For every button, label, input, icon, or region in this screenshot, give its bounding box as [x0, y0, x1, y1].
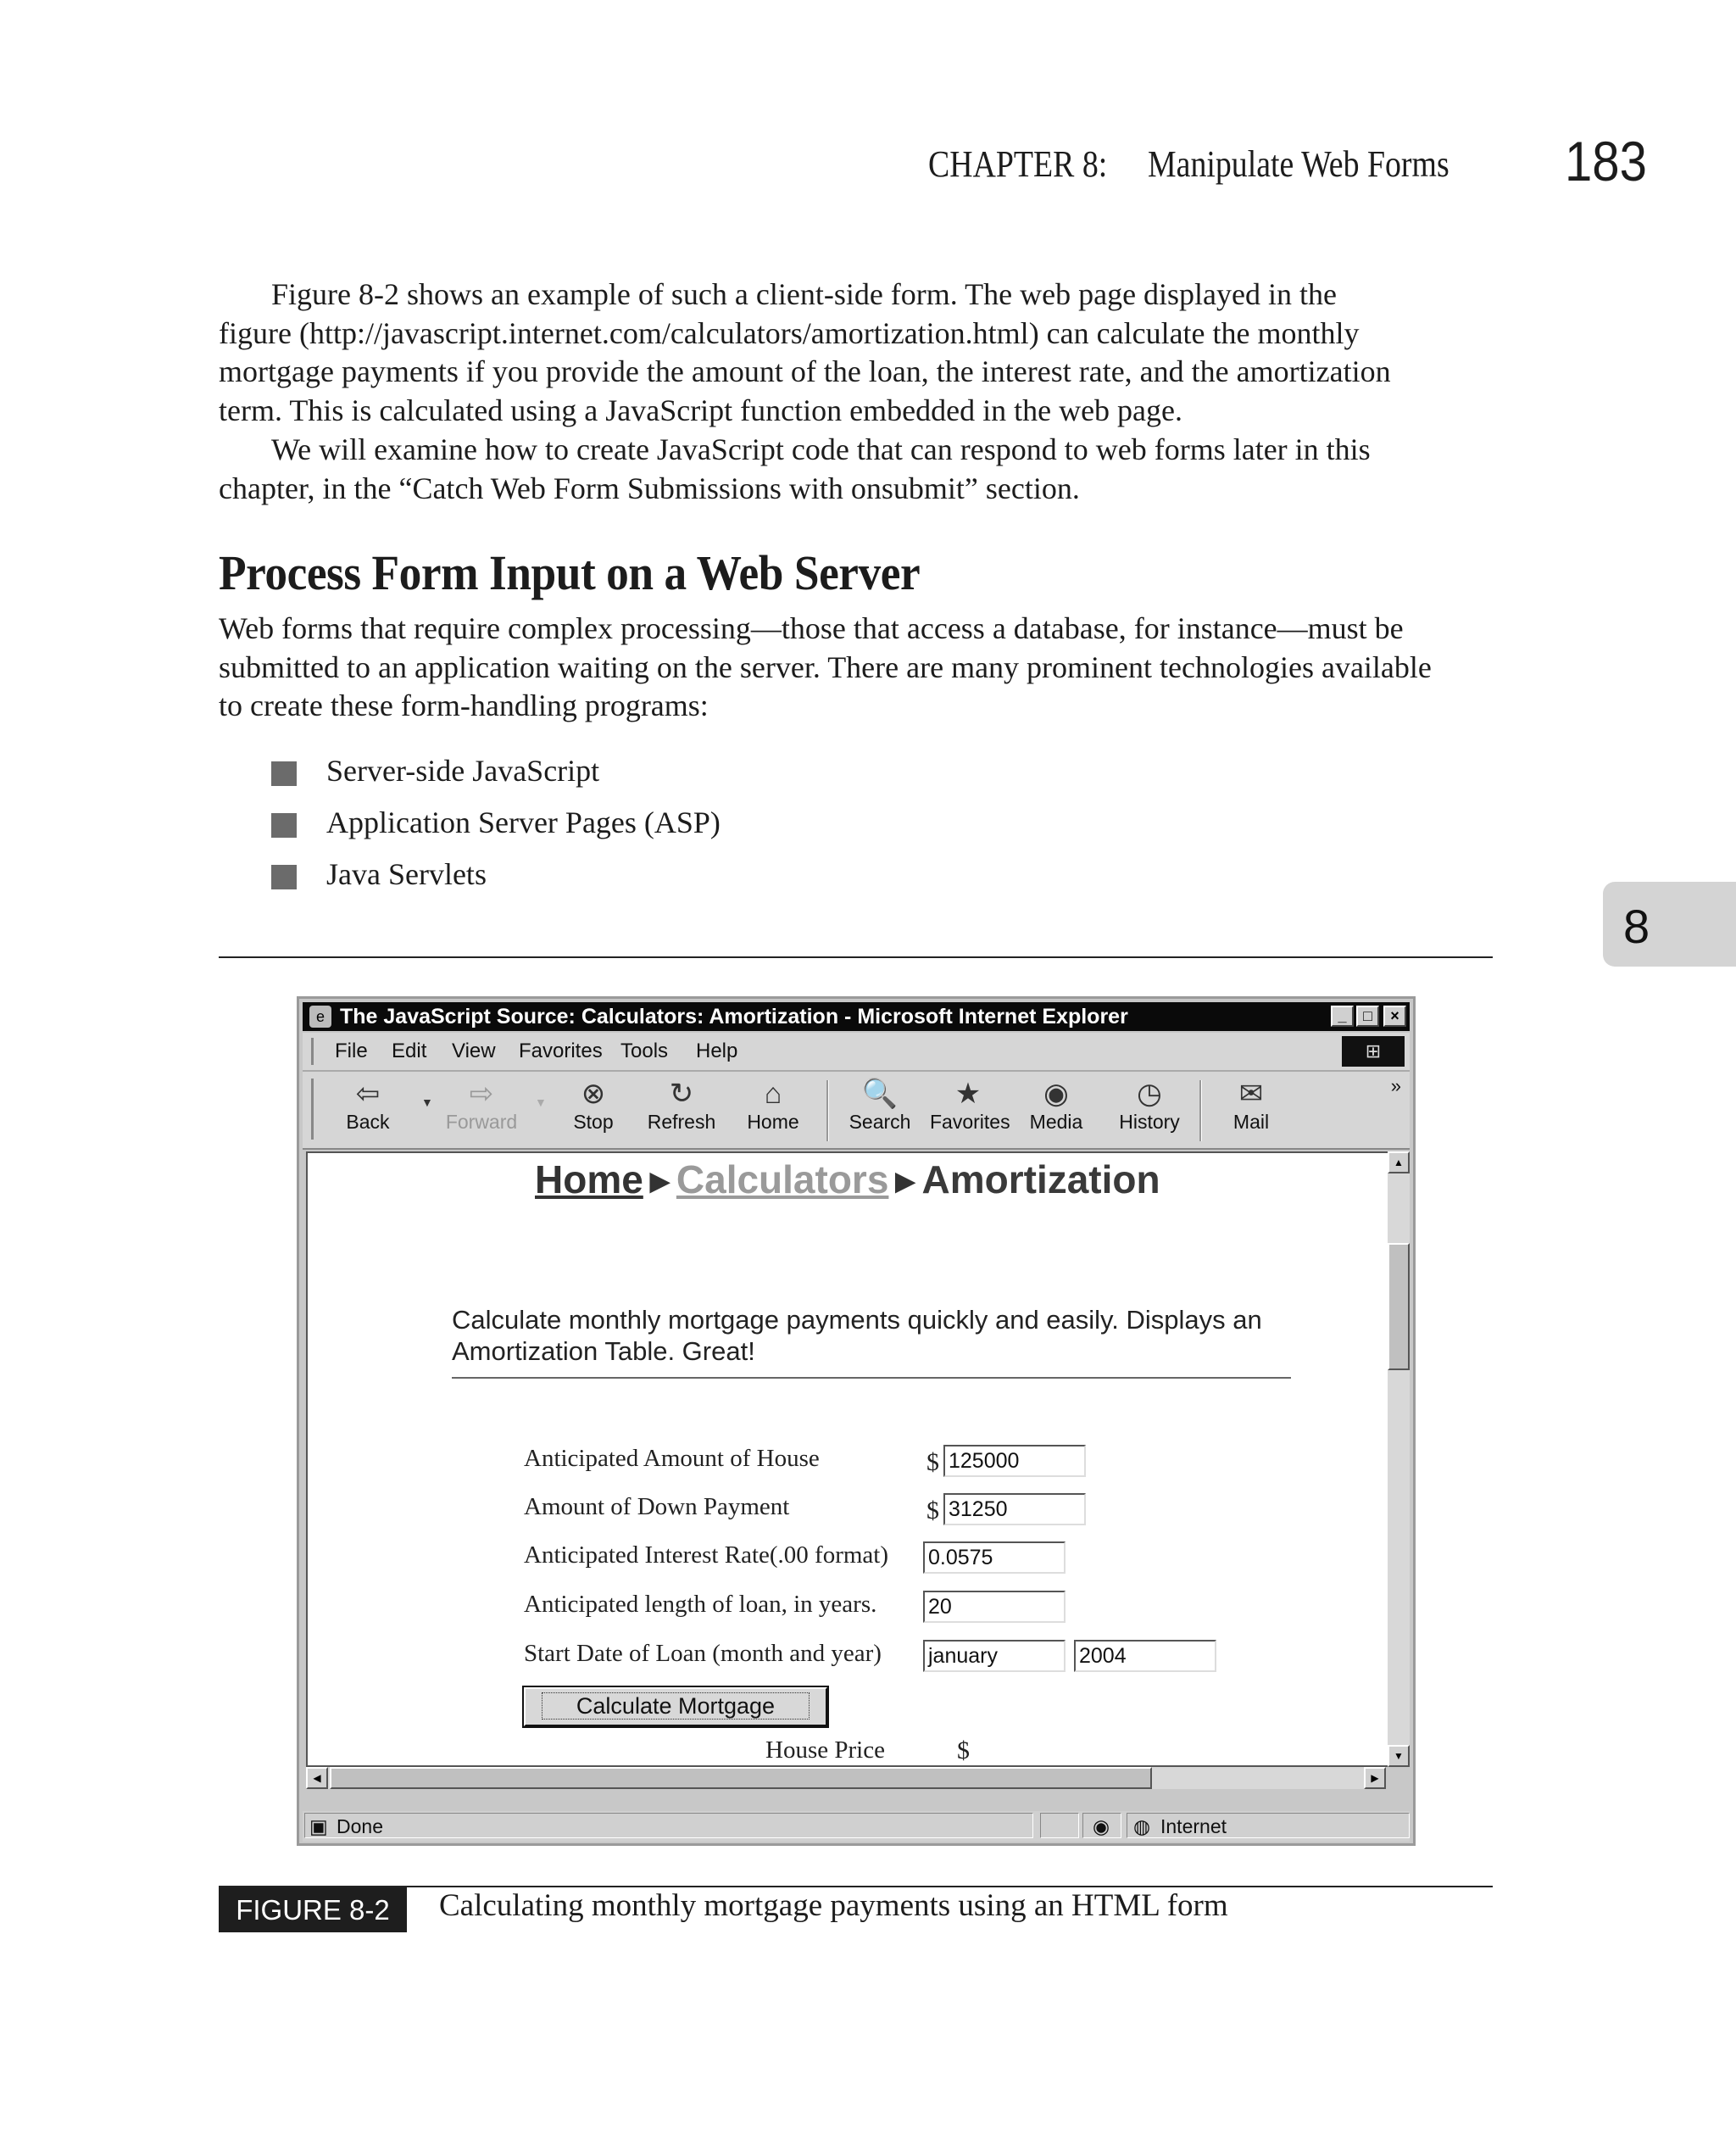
calculate-mortgage-button[interactable]	[524, 1687, 827, 1726]
back-arrow-icon: ⇦	[355, 1078, 381, 1110]
start-month-input[interactable]: january	[923, 1640, 1066, 1672]
text-line: figure (http://javascript.internet.com/calculators/amortization.html) can calculate the monthly	[219, 315, 1360, 350]
text-line: chapter, in the “Catch Web Form Submissions with onsubmit” section.	[219, 471, 1080, 505]
house-amount-label: Anticipated Amount of House	[524, 1445, 820, 1472]
vertical-scroll-thumb[interactable]	[1388, 1243, 1410, 1370]
status-bar	[303, 1811, 1410, 1842]
paragraph-figure-intro	[219, 276, 1490, 430]
text-line: We will examine how to create JavaScript code that can respond to web forms later in this	[271, 432, 1371, 466]
menu-favorites[interactable]: Favorites	[519, 1040, 603, 1062]
list-item-text: Java Servlets	[326, 857, 487, 891]
forward-arrow-icon: ⇨	[469, 1078, 494, 1110]
bullet-square-icon	[271, 865, 297, 889]
history-icon: ◷	[1137, 1078, 1162, 1110]
horizontal-scrollbar[interactable]	[306, 1767, 1386, 1789]
list-item-text: Application Server Pages (ASP)	[326, 805, 721, 839]
loan-length-input[interactable]: 20	[923, 1591, 1066, 1623]
start-year-input[interactable]: 2004	[1074, 1640, 1216, 1672]
running-header-chapter: CHAPTER 8:	[928, 143, 1108, 185]
status-text-cell	[304, 1813, 1033, 1838]
chapter-tab-number: 8	[1623, 900, 1650, 953]
breadcrumb	[535, 1157, 1160, 1202]
stop-icon: ⊗	[581, 1078, 606, 1110]
text-line: to create these form-handling programs:	[219, 688, 709, 723]
paragraph-examine	[219, 431, 1490, 508]
text-line: Web forms that require complex processing—those that access a database, for instance—must be	[219, 611, 1404, 645]
bullet-square-icon	[271, 761, 297, 786]
breadcrumb-home-link[interactable]: Home	[535, 1157, 643, 1201]
minimize-button[interactable]: _	[1331, 1006, 1354, 1027]
figure-caption: Calculating monthly mortgage payments using an HTML form	[439, 1888, 1228, 1923]
toolbar-separator	[826, 1080, 829, 1141]
menu-help[interactable]: Help	[696, 1040, 738, 1062]
scroll-left-icon[interactable]: ◀	[306, 1767, 328, 1789]
list-item-text: Server-side JavaScript	[326, 754, 600, 788]
status-text: Done	[337, 1815, 383, 1837]
menu-bar	[303, 1033, 1410, 1072]
favorites-button[interactable]: ★ Favorites	[930, 1078, 1010, 1133]
breadcrumb-calculators-link[interactable]: Calculators	[676, 1157, 889, 1201]
interest-rate-label: Anticipated Interest Rate(.00 format)	[524, 1541, 889, 1569]
down-payment-input[interactable]: 31250	[943, 1493, 1086, 1525]
home-button[interactable]: ⌂ Home	[747, 1078, 799, 1133]
down-payment-label: Amount of Down Payment	[524, 1493, 790, 1520]
loan-length-label: Anticipated length of loan, in years.	[524, 1591, 877, 1618]
page-done-icon: ▣	[309, 1815, 328, 1837]
scroll-down-icon[interactable]: ▼	[1388, 1745, 1410, 1767]
ie-logo-icon: e	[309, 1006, 331, 1028]
back-button[interactable]: ⇦ Back	[346, 1078, 390, 1133]
text-line: submitted to an application waiting on the server. There are many prominent technologies available	[219, 649, 1432, 684]
mail-button[interactable]: ✉ Mail	[1232, 1078, 1270, 1133]
menu-edit[interactable]: Edit	[392, 1040, 427, 1062]
breadcrumb-arrow-icon: ▶	[895, 1168, 915, 1196]
media-button[interactable]: ◉ Media	[1029, 1078, 1083, 1133]
search-icon: 🔍	[861, 1078, 899, 1110]
maximize-button[interactable]: □	[1356, 1006, 1379, 1027]
scroll-up-icon[interactable]: ▲	[1388, 1151, 1410, 1173]
media-icon: ◉	[1043, 1078, 1069, 1110]
refresh-icon: ↻	[669, 1078, 694, 1110]
security-zone: Internet	[1160, 1815, 1227, 1837]
forward-dropdown-icon[interactable]: ▼	[535, 1095, 547, 1109]
text-line: mortgage payments if you provide the amount of the loan, the interest rate, and the amortization	[219, 354, 1391, 389]
close-button[interactable]: ×	[1383, 1006, 1406, 1027]
currency-symbol: $	[926, 1497, 939, 1524]
paragraph-server	[219, 610, 1490, 726]
menu-view[interactable]: View	[452, 1040, 496, 1062]
windows-logo-icon: ⊞	[1342, 1036, 1405, 1067]
forward-button[interactable]: ⇨ Forward	[445, 1078, 518, 1133]
back-dropdown-icon[interactable]: ▼	[421, 1095, 433, 1109]
internet-globe-icon: ◍	[1133, 1815, 1151, 1837]
home-icon: ⌂	[764, 1078, 782, 1110]
breadcrumb-current: Amortization	[921, 1157, 1160, 1201]
figure-label: FIGURE 8-2	[219, 1887, 407, 1932]
text-line: term. This is calculated using a JavaScript function embedded in the web page.	[219, 393, 1183, 427]
running-header-title: Manipulate Web Forms	[1148, 143, 1449, 185]
stop-button[interactable]: ⊗ Stop	[573, 1078, 614, 1133]
toolbar-more-chevron-icon[interactable]: »	[1390, 1075, 1401, 1096]
section-heading: Process Form Input on a Web Server	[219, 545, 921, 600]
refresh-button[interactable]: ↻ Refresh	[647, 1078, 716, 1133]
page-number: 183	[1565, 130, 1647, 192]
history-button[interactable]: ◷ History	[1119, 1078, 1180, 1133]
page-viewport	[306, 1151, 1389, 1767]
vertical-scrollbar[interactable]	[1388, 1151, 1410, 1767]
start-date-label: Start Date of Loan (month and year)	[524, 1640, 882, 1667]
text-line: Figure 8-2 shows an example of such a client-side form. The web page displayed in the	[271, 277, 1337, 311]
calculator-intro: Calculate monthly mortgage payments quickly and easily. Displays an Amortization Table. Great!	[452, 1305, 1262, 1366]
house-price-label: House Price	[765, 1736, 885, 1764]
interest-rate-input[interactable]: 0.0575	[923, 1541, 1066, 1574]
intro-divider	[452, 1377, 1291, 1379]
toolbar-separator	[1199, 1080, 1202, 1141]
horizontal-scroll-thumb[interactable]	[330, 1767, 1152, 1789]
bullet-square-icon	[271, 813, 297, 838]
window-title: The JavaScript Source: Calculators: Amortization - Microsoft Internet Explorer	[340, 1005, 1128, 1028]
currency-symbol: $	[926, 1448, 939, 1476]
scroll-right-icon[interactable]: ▶	[1364, 1767, 1386, 1789]
chapter-thumb-tab	[1603, 882, 1736, 967]
toolbar-grip[interactable]	[311, 1079, 314, 1140]
figure-top-rule	[219, 956, 1493, 958]
mail-icon: ✉	[1238, 1078, 1264, 1110]
menu-tools[interactable]: Tools	[620, 1040, 669, 1062]
search-button[interactable]: 🔍 Search	[849, 1078, 911, 1133]
breadcrumb-arrow-icon: ▶	[649, 1168, 670, 1196]
menu-grip[interactable]	[311, 1038, 314, 1065]
status-cell	[1040, 1813, 1079, 1838]
house-amount-input[interactable]: 125000	[943, 1445, 1086, 1477]
title-bar	[303, 1002, 1410, 1031]
menu-file[interactable]: File	[335, 1040, 368, 1062]
button-label: Calculate Mortgage	[542, 1692, 810, 1720]
browser-window	[297, 996, 1416, 1846]
favorites-icon: ★	[954, 1078, 982, 1110]
toolbar	[303, 1072, 1410, 1150]
privacy-eye-icon[interactable]: ◉	[1093, 1815, 1110, 1837]
currency-symbol: $	[957, 1736, 970, 1764]
